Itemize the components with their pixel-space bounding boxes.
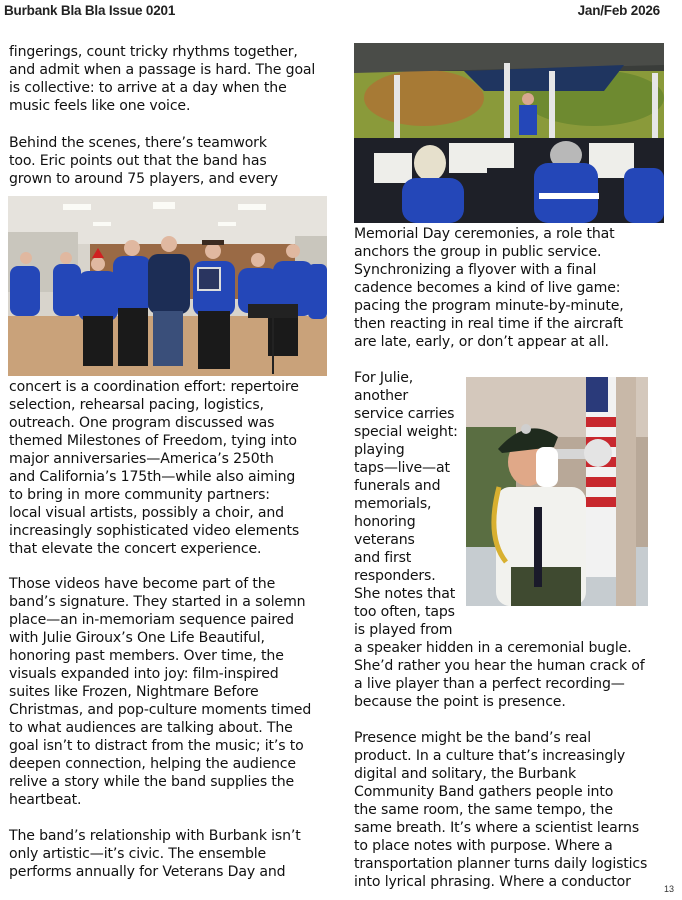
paragraph-memorial-day: Memorial Day ceremonies, a role that anchors the group in public service. Synchronizing a flyover with a final cadence becomes a kind of live game: pacing the program minute-by-minute, then reacting in real time if the aircraft are late, early, or don’t appear at all. xyxy=(354,226,624,350)
paragraph-rehearsal: fingerings, count tricky rhythms together, and admit when a passage is hard. The goal is collective: to arrive at a day when the music feels like one voice. xyxy=(9,44,316,114)
paragraph-presence-product: Presence might be the band’s real product. In a culture that’s increasingly digital and solitary, the Burbank Community Band gathers people into the same room, the same tempo, the same breath. It’s where a scientist learns to place notes with purpose. Where a transportation planner turns daily logistics into lyrical phrasing. Where a conductor xyxy=(354,730,648,890)
band-group-photo-image xyxy=(8,196,327,376)
issue-date: Jan/Feb 2026 xyxy=(577,3,660,18)
paragraph-teamwork: Behind the scenes, there’s teamwork too. Eric points out that the band has grown to around 75 players, and every xyxy=(9,135,278,187)
bugler-photo-image xyxy=(466,377,648,606)
paragraph-julie-taps: For Julie, another service carries special weight: playing taps—live—at funerals and memorials, honoring veterans and first responders. She notes that too often, taps is played from xyxy=(354,370,458,638)
paragraph-civic: The band’s relationship with Burbank isn’t only artistic—it’s civic. The ensemble performs annually for Veterans Day and xyxy=(9,828,301,880)
outdoor-concert-photo xyxy=(354,43,664,223)
page-number: 13 xyxy=(663,884,674,894)
paragraph-presence-of-live: a speaker hidden in a ceremonial bugle. She’d rather you hear the human crack of a live player than a perfect recording— because the point is presence. xyxy=(354,640,645,710)
band-group-photo xyxy=(8,196,327,376)
bugler-photo xyxy=(466,377,648,606)
paragraph-coordination: concert is a coordination effort: repertoire selection, rehearsal pacing, logistics, outreach. One program discussed was themed Milestones of Freedom, tying into major anniversaries—America’s 250th and California’s 175th—while also aiming to bring in more community partners: local visual artists, possibly a choir, and increasingly sophisticated video elements that elevate the concert experience. xyxy=(9,379,300,557)
publication-title: Burbank Bla Bla Issue 0201 xyxy=(4,3,176,18)
paragraph-videos: Those videos have become part of the band’s signature. They started in a solemn place—an in-memoriam sequence paired with Julie Giroux’s One Life Beautiful, honoring past members. Over time, the visuals expanded into joy: film-inspired suites like Frozen, Nightmare Before Christmas, and pop-culture moments timed to what audiences are talking about. The goal isn’t to distract from the music; it’s to deepen connection, helping the audience relive a story while the band supplies the heartbeat. xyxy=(9,576,312,808)
outdoor-concert-photo-image xyxy=(354,43,664,223)
